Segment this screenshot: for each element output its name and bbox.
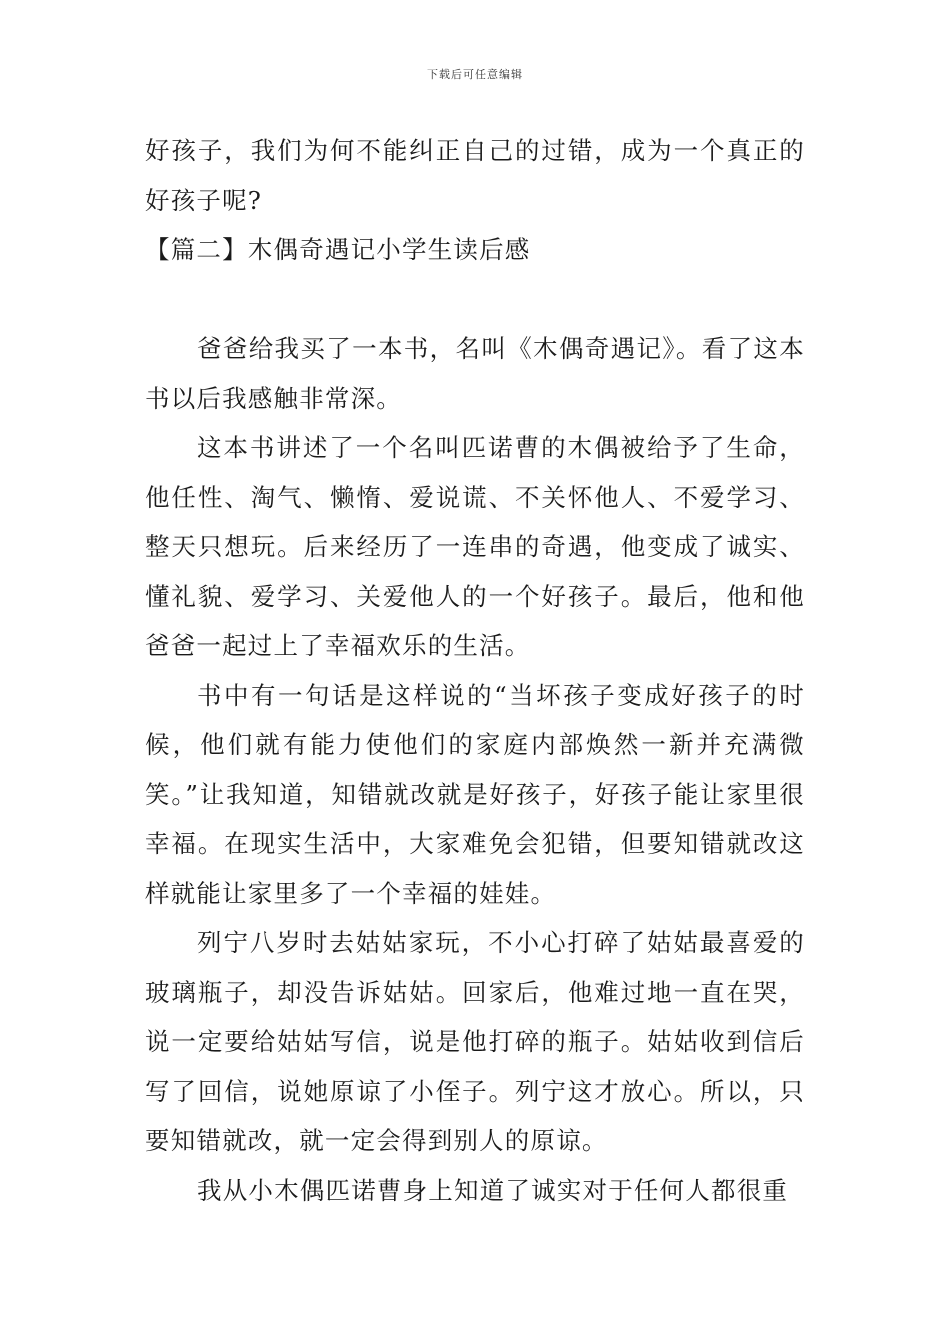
paragraph: 这本书讲述了一个名叫匹诺曹的木偶被给予了生命，他任性、淘气、懒惰、爱说谎、不关怀他人、不爱学习、整天只想玩。后来经历了一连串的奇遇，他变成了诚实、懂礼貌、爱学习、关爱他人的一个好孩子。最后，他和他爸爸一起过上了幸福欢乐的生活。 (145, 433, 805, 660)
document-body (145, 126, 805, 1215)
paragraph-continuation: 好孩子，我们为何不能纠正自己的过错，成为一个真正的好孩子呢? (145, 136, 805, 215)
paragraph: 我从小木偶匹诺曹身上知道了诚实对于任何人都很重 (197, 1175, 789, 1205)
paragraph: 爸爸给我买了一本书，名叫《木偶奇遇记》。看了这本书以后我感触非常深。 (145, 334, 805, 413)
paragraph: 书中有一句话是这样说的“当坏孩子变成好孩子的时候，他们就有能力使他们的家庭内部焕然一新并充满微笑。”让我知道，知错就改就是好孩子，好孩子能让家里很幸福。在现实生活中，大家难免会犯错，但要知错就改这样就能让家里多了一个幸福的娃娃。 (145, 680, 805, 908)
page-header-note: 下载后可任意编辑 (427, 68, 523, 81)
paragraph: 列宁八岁时去姑姑家玩，不小心打碎了姑姑最喜爱的玻璃瓶子，却没告诉姑姑。回家后，他难过地一直在哭，说一定要给姑姑写信，说是他打碎的瓶子。姑姑收到信后写了回信，说她原谅了小侄子。列宁这才放心。所以，只要知错就改，就一定会得到别人的原谅。 (145, 928, 805, 1155)
blank-line (145, 275, 805, 325)
section-heading: 【篇二】木偶奇遇记小学生读后感 (145, 235, 531, 264)
